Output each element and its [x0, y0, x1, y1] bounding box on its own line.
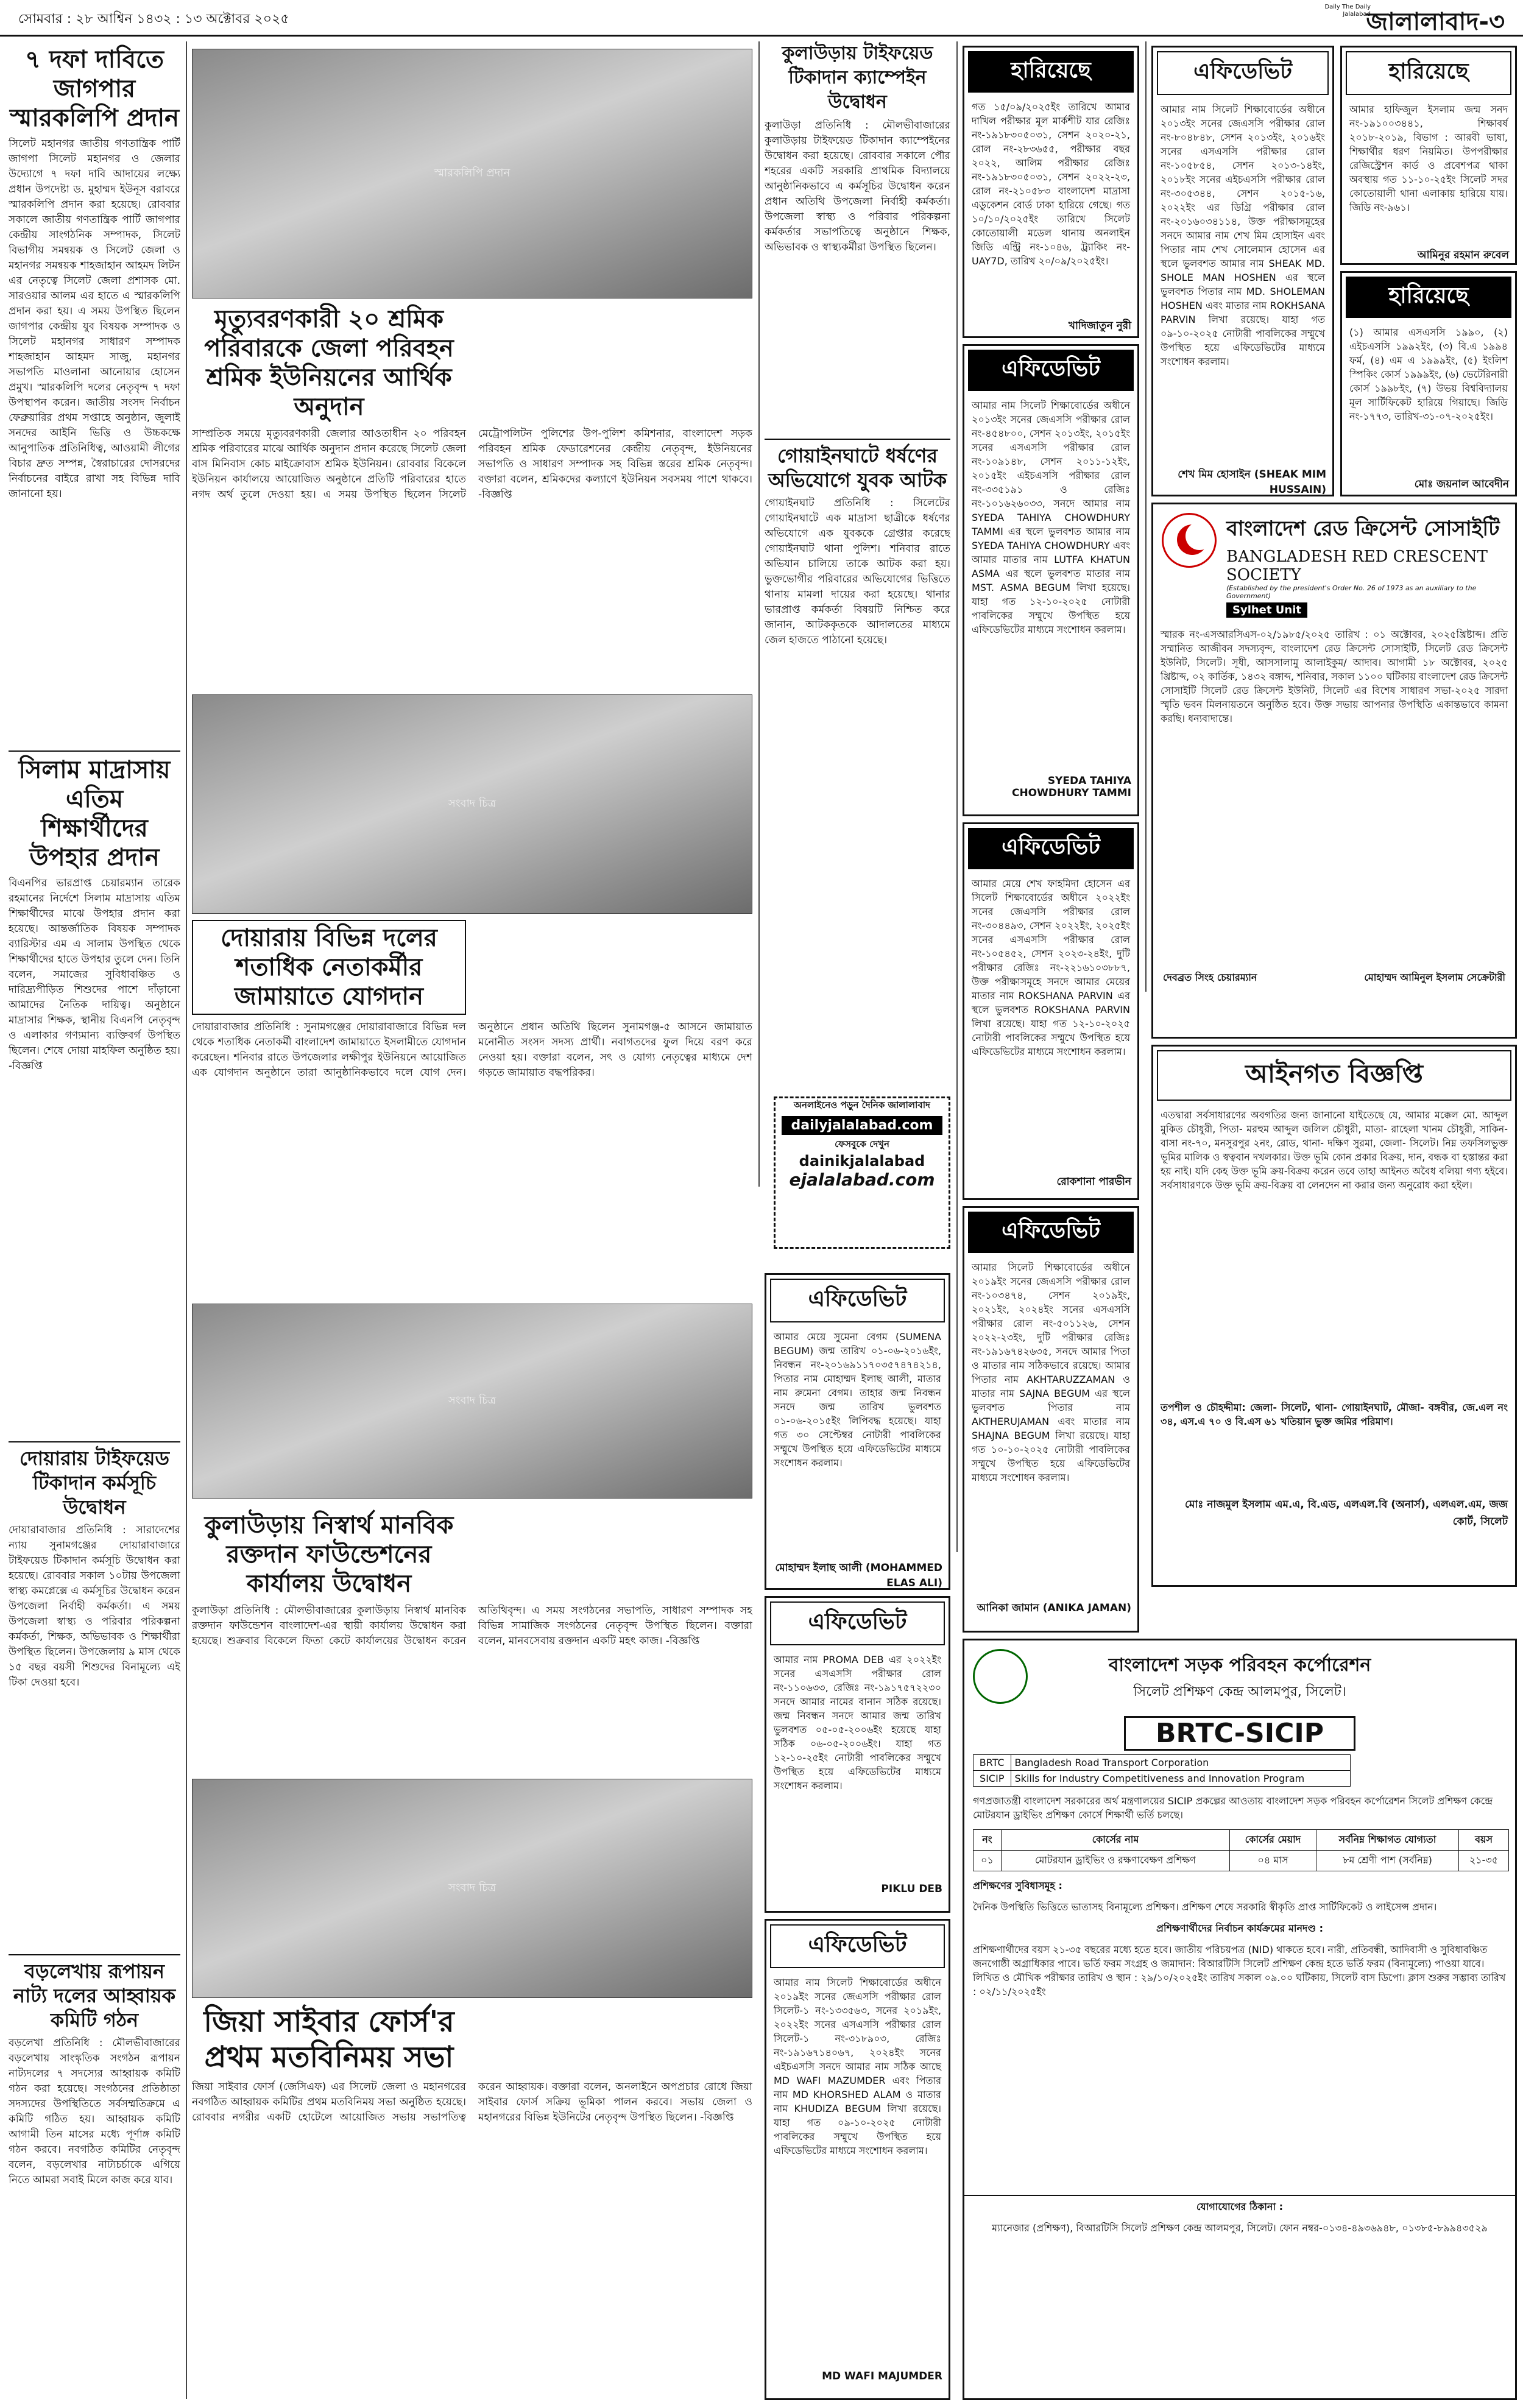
story-barlekha-headline: বড়লেখায় রূপায়ন নাট্য দলের আহ্বায়ক কমিটি গঠন [9, 1954, 180, 2032]
table-cell: ০১ [974, 1851, 1002, 1871]
photo-caption: স্মারকলিপি প্রদান [434, 166, 511, 180]
affidavit-title: এফিডেভিট [968, 828, 1134, 869]
brtc-benefits: দৈনিক উপস্থিতি ভিত্তিতে ভাতাসহ বিনামূল্যে প্রশিক্ষণ। প্রশিক্ষণ শেষে সরকারি স্বীকৃতি প্রাপ্ত সার্টিফিকেট ও লাইসেন্স প্রদান। [973, 1901, 1437, 1913]
story-jamaat-join [192, 920, 752, 1288]
promo-url[interactable]: dailyjalalabad.com [782, 1116, 942, 1135]
affidavit-box [963, 822, 1139, 1200]
lost-signature: আমিনুর রহমান রুবেল [1417, 249, 1509, 261]
red-crescent-logo [1162, 513, 1217, 568]
story-transport-headline: মৃত্যুবরণকারী ২০ শ্রমিক পরিবারকে জেলা পরিবহন শ্রমিক ইউনিয়নের আর্থিক অনুদান [204, 305, 454, 421]
affidavit-box [963, 1206, 1139, 1633]
page-header [0, 0, 1523, 37]
column-rule [1145, 41, 1147, 992]
legal-notice-title: আইনগত বিজ্ঞপ্তি [1157, 1050, 1511, 1101]
affidavit-text: আমার নাম সিলেট শিক্ষাবোর্ডের অধীনে ২০১৩ইং সনের জেএসসি পরীক্ষার রোল নং-৮০৪৮৪৮, সেশন ২০১৩ইং, ২০১৬ইং সনের এসএসসি পরীক্ষার রোল নং-১০৫৮৫৪, সেশন ২০১৩-১৪ইং, ২০১৮ইং সনের এইচএসসি পরীক্ষার রোল নং-৩০৫৩৪৪, সেশন ২০১৫-১৬, ২০২২ইং এর ডিগ্রি পরীক্ষার রোল নং-২০১৬০৩৪১১৪, উক্ত পরীক্ষাসমূহের সনদে আমার নাম শেখ মিম হোসাইন এবং পিতার নাম শেখ সোলেমান হোসেন এর স্থলে ভুলবশত আমার নাম SHEAK MD. SHOLE MAN HOSHEN এর স্থলে ভুলবশত পিতার নাম MD. SHOLEMAN HOSHEN এবং মাতার নাম ROKHSANA PARVIN লিখা রয়েছে। যাহা গত ০৯-১০-২০২৫ নোটারী পাবলিকের সম্মুখে উপস্থিত হয়ে এফিডেভিটের মাধ্যমে সংশোধন করলাম। [1161, 104, 1325, 367]
story-silam-body: বিএনপির ভারপ্রাপ্ত চেয়ারম্যান তারেক রহমানের নির্দেশে সিলাম মাদ্রাসায় এতিম শিক্ষার্থীদের মাঝে উপহার প্রদান করা হয়েছে। আন্তর্জাতিক বিষয়ক সম্পাদক ব্যারিস্টার এম এ সালাম উপস্থিত থেকে শিক্ষার্থীদের হাতে উপহার তুলে দেন। তিনি বলেন, সমাজের সুবিধাবঞ্চিত ও দারিদ্র্যপীড়িত শিশুদের পাশে দাঁড়ানো আমাদের নৈতিক দায়িত্ব। অনুষ্ঠানে মাদ্রাসার শিক্ষক, স্থানীয় বিএনপি নেতৃবৃন্দ ও এলাকার গণ্যমান্য ব্যক্তিবর্গ উপস্থিত ছিলেন। শেষে দোয়া মাহফিল অনুষ্ঠিত হয়। -বিজ্ঞপ্তি [9, 877, 180, 1072]
news-photo [192, 1779, 752, 1998]
story-zia-cyber [192, 2004, 752, 2396]
brtc-code: SICIP [974, 1771, 1011, 1787]
news-photo [192, 49, 752, 298]
story-blood-body: কুলাউড়া প্রতিনিধি : মৌলভীবাজারের কুলাউড়ায় নিস্বার্থ মানবিক রক্তদান ফাউন্ডেশন বাংলাদেশ-এর স্থায়ী কার্যালয় উদ্বোধন করা হয়েছে। শুক্রবার বিকেলে ফিতা কেটে কার্যালয়ের উদ্বোধন করেন অতিথিবৃন্দ। এ সময় সংগঠনের সভাপতি, সাধারণ সম্পাদক সহ বিভিন্ন সামাজিক সংগঠনের নেতৃবৃন্দ উপস্থিত ছিলেন। বক্তারা বলেন, মানবসেবায় রক্তদান একটি মহৎ কাজ। -বিজ্ঞপ্তি [192, 1605, 752, 1647]
story-zia-headline: জিয়া সাইবার ফোর্স'র প্রথম মতবিনিময় সভা [203, 2005, 454, 2074]
column-3 [765, 41, 950, 1105]
lost-text: গত ১৫/০৯/২০২৫ইং তারিখে আমার দাখিল পরীক্ষার মূল মার্কশীট যার রেজিঃ নং-১৯১৮৩০৫০৩১, সেশন ২০২০-২১, রোল নং-২৮৩৬৫৫, পরীক্ষার বছর ২০২২, আলিম পরীক্ষার রেজিঃ নং-১৯১৮৩০৫০৩১, সেশন ২০২২-২৩, রোল নং-২১০৫৮৩ বাংলাদেশ মাদ্রাসা এডুকেশন বোর্ড ঢাকা হারিয়ে গেছে। গত ১০/১০/২০২৫ইং তারিখে সিলেট কোতোয়ালী মডেল থানায় অনলাইন জিডি এন্ট্রি নং-১০৪৬, ট্র্যাকিং নং-UAY7D, তারিখ ২০/০৯/২০২৫ইং। [972, 101, 1130, 267]
promo-facebook[interactable]: dainikjalalabad [799, 1153, 925, 1170]
lost-signature: খাদিজাতুন নুরী [1068, 320, 1131, 332]
affidavit-signature: শেখ মিম হোসাইন (SHEAK MIM HUSSAIN) [1178, 468, 1326, 496]
table-header: কোর্সের মেয়াদ [1230, 1830, 1316, 1851]
brtc-code: BRTC [974, 1755, 1011, 1771]
affidavit-text: আমার সিলেট শিক্ষাবোর্ডের অধীনে ২০১৯ইং সনের জেএসসি পরীক্ষার রোল নং-১০৩৪৭৪, সেশন ২০১৯ইং, ২০২১ইং, ২০২৪ইং সনের এসএসসি পরীক্ষার রোল নং-৫০১১২৬, সেশন ২০২২-২৩ইং, দুটি পরীক্ষার রেজিঃ নং-১৯১৬৭৪২৬৩৫, সনদে আমার পিতা ও মাতার নাম সঠিকভাবে রয়েছে। আমার পিতার নাম AKHTARUZZAMAN ও মাতার নাম SAJNA BEGUM এর স্থলে ভুলবশত পিতার নাম AKTHERUJAMAN এবং মাতার নাম SHAJNA BEGUM লিখা রয়েছে। যাহা গত ১০-১০-২০২৫ নোটারী পাবলিকের সম্মুখে উপস্থিত হয়ে এফিডেভিটের মাধ্যমে সংশোধন করলাম। [972, 1262, 1130, 1483]
brtc-intro: গণপ্রজাতন্ত্রী বাংলাদেশ সরকারের অর্থ মন্ত্রণালয়ের SICIP প্রকল্পের আওতায় বাংলাদেশ সড়ক পরিবহন কর্পোরেশন সিলেট প্রশিক্ষণ কেন্দ্রে মোটরযান ড্রাইভিং প্রশিক্ষণ কোর্সে শিক্ষার্থী ভর্তি চলছে। [973, 1795, 1493, 1821]
brtc-subheading: সিলেট প্রশিক্ষণ কেন্দ্র আলমপুর, সিলেট। [1133, 1684, 1346, 1700]
affidavit-box [765, 1596, 950, 1913]
lost-title: হারিয়েছে [1346, 51, 1511, 95]
brtc-contact-heading: যোগাযোগের ঠিকানা : [964, 2195, 1515, 2217]
rc-name-en: BANGLADESH RED CRESCENT SOCIETY [1226, 548, 1488, 584]
affidavit-signature: মোহাম্মদ ইলাছ আলী (MOHAMMED ELAS ALI) [775, 1562, 942, 1589]
masthead-tagline: Daily The Daily Jalalabad [1324, 4, 1371, 18]
table-header: কোর্সের নাম [1001, 1830, 1229, 1851]
lost-title: হারিয়েছে [1346, 277, 1511, 318]
affidavit-title: এফিডেভিট [968, 350, 1134, 391]
brtc-heading: বাংলাদেশ সড়ক পরিবহন কর্পোরেশন [1108, 1654, 1371, 1676]
brtc-criteria: প্রশিক্ষণার্থীদের বয়স ২১-৩৫ বছরের মধ্যে হতে হবে। জাতীয় পরিচয়পত্র (NID) থাকতে হবে। নারী, প্রতিবন্ধী, আদিবাসী ও সুবিধাবঞ্চিত জনগোষ্ঠী অগ্রাধিকার পাবে। ভর্তি ফরম সংগ্রহ ও জমাদান: বিআরটিসি সিলেট প্রশিক্ষণ কেন্দ্র হতে ভর্তি ফরম (বিনামূল্যে) পাওয়া যাবে। লিখিত ও মৌখিক পরীক্ষার তারিখ ও স্থান : ২৯/১০/২০২৫ইং তারিখ সকাল ০৯.০০ ঘটিকায়, সিলেট বাস ডিপো। ক্লাস শুরুর সম্ভাব্য তারিখ : ০২/১১/২০২৫ইং [973, 1944, 1506, 1997]
affidavit-signature: SYEDA TAHIYA CHOWDHURY TAMMI [1011, 775, 1131, 799]
affidavit-text: আমার মেয়ে শেখ ফাহমিদা হোসেন এর সিলেট শিক্ষাবোর্ডের অধীনে ২০২২ইং সনের জেএসসি পরীক্ষার রোল নং-৩০৪৪৯৩, সেশন ২০২২ইং, ২০২৫ইং সনের এসএসসি পরীক্ষার রোল নং-১০৫৪৫২, সেশন ২০২৩-২৪ইং, দুটি পরীক্ষার রেজিঃ নং-২২১৬১০৩৮৮৭, উক্ত পরীক্ষাসমূহে সনদে আমার মেয়ের মাতার নাম ROKSHANA PARVIN এর স্থলে ভুলবশত ROKSHANA PARVIN লিখা রয়েছে। যাহা গত ১২-১০-২০২৫ নোটারী পাবলিকের সম্মুখে উপস্থিত হয়ে এফিডেভিটের মাধ্যমে সংশোধন করলাম। [972, 878, 1130, 1057]
legal-notice-schedule: তপশীল ও চৌহদ্দীমা: জেলা- সিলেট, থানা- গোয়াইনঘাট, মৌজা- বঙ্গবীর, জে.এল নং ৩৪, এস.এ ৭০ ও বি.এস ৬১ খতিয়ান ভুক্ত জমির পরিমাণ। [1161, 1402, 1508, 1427]
affidavit-text: আমার নাম সিলেট শিক্ষাবোর্ডের অধীনে ২০১৯ইং সনের জেএসসি পরীক্ষার রোল সিলেট-১ নং-১৩৩৫৬৩, সনের ২০১৯ইং, ২০২২ইং সনের এসএসসি পরীক্ষার রোল সিলেট-১ নং-৩১৮৯০৩, রেজিঃ নং-১৯১৬৭১৪০৬৭, ২০২৪ইং সনের এইচএসসি সনদে আমার নাম সঠিক আছে MD WAFI MAZUMDER এবং পিতার নাম MD KHORSHED ALAM ও মাতার নাম KHUDIZA BEGUM লিখা রয়েছে। যাহা গত ০৯-১০-২০২৫ নোটারী পাবলিকের সম্মুখে উপস্থিত হয়ে এফিডেভিটের মাধ্যমে সংশোধন করলাম। [774, 1977, 941, 2156]
rc-signature-secretary: মোহাম্মদ আমিনুল ইসলাম সেক্রেটারী [1364, 972, 1505, 983]
rc-unit: Sylhet Unit [1226, 602, 1307, 618]
affidavit-signature: আনিকা জামান (ANIKA JAMAN) [977, 1602, 1131, 1614]
masthead: জালালাবাদ-৩ [1366, 8, 1505, 36]
rc-text: স্মারক নং-এসআরসিএস-০২/১৯৮৫/২০২৫ তারিখ : ০১ অক্টোবর, ২০২৫খ্রিষ্টাব্দ। প্রতি সম্মানিত আজীবন সদস্যবৃন্দ, বাংলাদেশ রেড ক্রিসেন্ট সোসাইটি, সিলেট রেড ক্রিসেন্ট ইউনিট, সিলেট। সূধী, আসসালামু আলাইকুম/ আদাব। আগামী ১৮ অক্টোবর, ২০২৫ খ্রিষ্টাব্দ, ০২ কার্তিক, ১৪৩২ বঙ্গাব্দ, শনিবার, সকাল ১১০০ ঘটিকায় বাংলাদেশ রেড ক্রিসেন্ট সোসাইটি সিলেট রেড ক্রিসেন্ট ইউনিট, সিলেট এর বিশেষ সাধারণ সভা-২০২৫ সারদা স্মৃতি ভবন মিলনায়তনে অনুষ্ঠিত হবে। উক্ত সভায় আপনার উপস্থিতি একান্তভাবে কামনা করছি। ধন্যবাদান্তে। [1161, 629, 1508, 724]
brtc-name: Bangladesh Road Transport Corporation [1011, 1755, 1350, 1771]
news-photo [192, 1304, 752, 1499]
affidavit-box [765, 1273, 950, 1590]
table-cell: ০৪ মাস [1230, 1851, 1316, 1871]
legal-notice [1151, 1045, 1517, 1587]
brtc-title: BRTC-SICIP [1124, 1716, 1355, 1751]
lost-signature: মোঃ জয়নাল আবেদীন [1414, 478, 1509, 490]
brtc-acronym-table [973, 1754, 1351, 1787]
issue-date: সোমবার : ২৮ আশ্বিন ১৪৩২ : ১৩ অক্টোবর ২০২৫ [18, 12, 289, 27]
table-header: সর্বনিম্ন শিক্ষাগত যোগ্যতা [1316, 1830, 1458, 1851]
lost-notice-box [963, 46, 1139, 338]
affidavit-signature: রোকশানা পারভীন [1056, 1176, 1131, 1188]
photo-caption: সংবাদ চিত্র [448, 1881, 496, 1894]
table-header: নং [974, 1830, 1002, 1851]
rc-name-bn: বাংলাদেশ রেড ক্রিসেন্ট সোসাইটি [1226, 517, 1500, 541]
red-crescent-notice [1151, 503, 1517, 1039]
story-barlekha-body: বড়লেখা প্রতিনিধি : মৌলভীবাজারের বড়লেখায় সাংস্কৃতিক সংগঠন রূপায়ন নাট্যদলের ৭ সদস্যের আহ্বায়ক কমিটি গঠন করা হয়েছে। সংগঠনের প্রতিষ্ঠাতা সদস্যদের উপস্থিতিতে সর্বসম্মতিক্রমে এ কমিটি গঠিত হয়। আহ্বায়ক কমিটি আগামী তিন মাসের মধ্যে পূর্ণাঙ্গ কমিটি গঠন করবে। নবগঠিত কমিটির নেতৃবৃন্দ বলেন, বড়লেখার নাট্যচর্চাকে এগিয়ে নিতে আমরা সবাই মিলে কাজ করে যাব। [9, 2037, 180, 2186]
lost-notice-box [1340, 46, 1517, 265]
table-cell: ২১-৩৫ [1459, 1851, 1509, 1871]
brtc-contact: ম্যানেজার (প্রশিক্ষণ), বিআরটিসি সিলেট প্রশিক্ষণ কেন্দ্র আলমপুর, সিলেট। ফোন নম্বর-০১৩৪-৪৯৩৬৯৪৮, ০১৩৮৫-৮৯৯৪৩৫২৯ [992, 2222, 1488, 2234]
govt-logo [973, 1649, 1028, 1704]
photo-caption: সংবাদ চিত্র [448, 1394, 496, 1407]
story-kulaura-typhoid-headline: কুলাউড়ায় টাইফয়েড টিকাদান ক্যাম্পেইন উদ্বোধন [782, 43, 933, 113]
affidavit-signature: MD WAFI MAJUMDER [822, 2370, 942, 2382]
story-blood-headline: কুলাউড়ায় নিস্বার্থ মানবিক রক্তদান ফাউন্ডেশনের কার্যালয় উদ্বোধন [204, 1511, 454, 1598]
affidavit-title: এফিডেভিট [968, 1212, 1134, 1253]
column-rule [186, 41, 187, 2399]
brtc-course-table [973, 1829, 1509, 1871]
legal-notice-text: এতদ্বারা সর্বসাধারণের অবগতির জন্য জানানো যাইতেছে যে, আমার মক্কেল মো. আব্দুল মুকিত চৌধুরী, পিতা- মরহুম আব্দুল জলিল চৌধুরী, মাতা- রাহেলা খানম চৌধুরী, সাকিন- বাসা নং-৭০, মনসুরপুর ২নং, রোড, থানা- দক্ষিণ সুরমা, জেলা- সিলেট। নিম্ন তফসিলভুক্ত ভূমির মালিক ও স্বত্ববান দখলকার। উক্ত ভূমি কোন প্রকার বিক্রয়, দান, বন্ধক বা হস্তান্তর করা হয় নাই। যদি কেহ উক্ত ভূমি ক্রয়-বিক্রয় করেন তবে তাহা আইনত অবৈধ বলিয়া গণ্য হইবে। সর্বসাধারণকে উক্ত ভূমি ক্রয়-বিক্রয় বা লেনদেন না করার জন্য অনুরোধ করা হইল। [1161, 1109, 1508, 1191]
brtc-criteria-heading: প্রশিক্ষণার্থীদের নির্বাচন কার্যক্রমের মানদণ্ড : [1156, 1923, 1323, 1934]
brtc-benefits-heading: প্রশিক্ষণের সুবিধাসমূহ : [973, 1880, 1062, 1891]
lost-text: (১) আমার এসএসসি ১৯৯০, (২) এইচএসসি ১৯৯২ইং, (৩) বি.এ ১৯৯৪ ফর্ম, (৪) এম এ ১৯৯৯ইং, (৫) ইংলিশ স্পিকিং কোর্স ১৯৯৯ইং, (৬) ভেটেরিনারী কোর্স ১৯৯৮ইং, (৭) উভয় বিশ্ববিদ্যালয় মূল সার্টিফিকেট হারিয়ে গিয়াছে। জিডি নং-১৭৭৩, তারিখ-৩১-০৭-২০২৫ইং। [1349, 327, 1508, 422]
affidavit-title: এফিডেভিট [770, 1279, 945, 1322]
affidavit-title: এফিডেভিট [770, 1924, 945, 1968]
lost-title: হারিয়েছে [968, 51, 1134, 93]
affidavit-text: আমার নাম PROMA DEB এর ২০২২ইং সনের এসএসসি পরীক্ষার রোল নং-১১০৬৩৩, রেজিঃ নং-১৯১৭৫৭২২৩০ সনদে আমার নামের বানান সঠিক রয়েছে। জন্ম নিবন্ধন সনদে আমার জন্ম তারিখ ভুলবশত ০৫-০৫-২০০৬ইং হয়েছে যাহা সঠিক ০৬-০৫-২০০৬ইং। যাহা গত ১২-১০-২৫ইং নোটারী পাবলিকের সম্মুখে উপস্থিত হয়ে এফিডেভিটের মাধ্যমে সংশোধন করলাম। [774, 1654, 941, 1792]
story-jamaat-body: দোয়ারাবাজার প্রতিনিধি : সুনামগঞ্জের দোয়ারাবাজারে বিভিন্ন দল থেকে শতাধিক নেতাকর্মী বাংলাদেশ জামায়াতে ইসলামীতে যোগদান করেছেন। শনিবার রাতে উপজেলার লক্ষীপুর ইউনিয়নে আয়োজিত এক যোগদান অনুষ্ঠানে তারা আনুষ্ঠানিকভাবে দলে যোগ দেন। অনুষ্ঠানে প্রধান অতিথি ছিলেন সুনামগঞ্জ-৫ আসনে জামায়াত মনোনীত সংসদ সদস্য প্রার্থী। নবাগতদের ফুল দিয়ে বরণ করে নেওয়া হয়। বক্তারা বলেন, সৎ ও যোগ্য নেতৃত্বের মাধ্যমে দেশ গড়তে জামায়াত বদ্ধপরিকর। [192, 1021, 752, 1079]
affidavit-text: আমার মেয়ে সুমেনা বেগম (SUMENA BEGUM) জন্ম তারিখ ০১-০৬-২০১৬ইং, নিবন্ধন নং-২০১৬৯১১৭০৩৫৭৪৭৪২১৪, পিতার নাম মোহাম্মদ ইলাছ আলী, মাতার নাম রুমেনা বেগম। তাহার জন্ম নিবন্ধন সনদে জন্ম তারিখ ভুলবশত ০১-০৬-২০১৫ইং লিপিবদ্ধ হয়েছে। যাহা গত ৩০ সেপ্টেম্বর নোটারী পাবলিকের সম্মুখে উপস্থিত হয়ে এফিডেভিটের মাধ্যমে সংশোধন করলাম। [774, 1331, 941, 1469]
lost-notice-box [1340, 271, 1517, 496]
column-1 [9, 41, 180, 2408]
affidavit-box [765, 1919, 950, 2400]
table-cell: ৮ম শ্রেণী পাশ (সর্বনিম্ন) [1316, 1851, 1458, 1871]
rc-signature-chairman: দেবব্রত সিংহ চেয়ারম্যান [1163, 972, 1257, 983]
story-jagpa-headline: ৭ দফা দাবিতে জাগপার স্মারকলিপি প্রদান [10, 46, 179, 132]
affidavit-text: আমার নাম সিলেট শিক্ষাবোর্ডের অধীনে ২০১৩ইং সনের জেএসসি পরীক্ষার রোল নং-৪৫৪৮০০, সেশন ২০১৩ইং, ২০১৫ইং সনের এসএসসি পরীক্ষার রোল নং-১০৯১৪৮, সেশন ২০১১-১২ইং, ২০১৫ইং এইচএসসি পরীক্ষার রোল নং-৩৩৫১৯১ ও রেজিঃ নং-১০১৬২৬০৩৩, সনদে আমার নাম SYEDA TAHIYA CHOWDHURY TAMMI এর স্থলে ভুলবশত আমার নাম SYEDA TAHIYA CHOWDHURY এবং আমার মাতার নাম LUTFA KHATUN ASMA এর স্থলে ভুলবশত মাতার নাম MST. ASMA BEGUM লিখা হয়েছে। যাহা গত ১২-১০-২০২৫ নোটারী পাবলিকের সম্মুখে উপস্থিত হয়ে এফিডেভিটের মাধ্যমে সংশোধন করলাম। [972, 400, 1130, 635]
brtc-name: Skills for Industry Competitiveness and Innovation Program [1011, 1771, 1350, 1787]
story-silam-headline: সিলাম মাদ্রাসায় এতিম শিক্ষার্থীদের উপহার প্রদান [9, 750, 180, 872]
legal-notice-signature: মোঃ নাজমুল ইসলাম এম.এ, বি.এড, এলএল.বি (অনার্স), এলএল.এম, জজ কোর্ট, সিলেট [1184, 1499, 1508, 1528]
promo-site[interactable]: ejalalabad.com [789, 1170, 935, 1190]
news-photo [192, 694, 752, 914]
story-rape-body: গোয়াইনঘাট প্রতিনিধি : সিলেটের গোয়াইনঘাটে এক মাদ্রাসা ছাত্রীকে ধর্ষণের অভিযোগে এক যুবককে গ্রেপ্তার করেছে গোয়াইনঘাট থানা পুলিশ। শনিবার রাতে অভিযান চালিয়ে তাকে আটক করা হয়। ভুক্তভোগীর পরিবারের অভিযোগের ভিত্তিতে থানায় মামলা দায়ের করা হয়েছে। থানার ভারপ্রাপ্ত কর্মকর্তা বিষয়টি নিশ্চিত করে জানান, আটককৃতকে আদালতের মাধ্যমে জেল হাজতে পাঠানো হয়েছে। [765, 497, 950, 646]
story-typhoid-dowara-body: দোয়ারাবাজার প্রতিনিধি : সারাদেশের ন্যায় সুনামগঞ্জের দোয়ারাবাজারে টাইফয়েড টিকাদান কর্মসূচি উদ্বোধন করা হয়েছে। রোববার সকাল ১০টায় উপজেলা স্বাস্থ্য কমপ্লেক্সে এ কর্মসূচির উদ্বোধন করেন উপজেলা নির্বাহী কর্মকর্তা। এ সময় উপজেলা স্বাস্থ্য ও পরিবার পরিকল্পনা কর্মকর্তা, শিক্ষক, অভিভাবক ও শিক্ষার্থীরা উপস্থিত ছিলেন। উপজেলায় ৯ মাস থেকে ১৫ বছর বয়সী শিশুদের বিনামূল্যে এই টিকা দেওয়া হবে। [9, 1524, 180, 1689]
story-blood-foundation [192, 1511, 752, 1823]
brtc-sicip-ad [963, 1639, 1517, 2400]
affidavit-signature: PIKLU DEB [881, 1883, 942, 1895]
photo-caption: সংবাদ চিত্র [448, 797, 496, 810]
story-jamaat-headline: দোয়ারায় বিভিন্ন দলের শতাধিক নেতাকর্মীর জামায়াতে যোগদান [192, 920, 466, 1015]
column-rule [956, 41, 958, 1552]
story-kulaura-typhoid-body: কুলাউড়া প্রতিনিধি : মৌলভীবাজারের কুলাউড়ায় টাইফয়েড টিকাদান ক্যাম্পেইনের উদ্বোধন করা হয়েছে। রোববার সকালে পৌর শহরের একটি সরকারি প্রাথমিক বিদ্যালয়ে আনুষ্ঠানিকভাবে এ কর্মসূচির উদ্বোধন করেন প্রধান অতিথি উপজেলা নির্বাহী কর্মকর্তা। উপজেলা স্বাস্থ্য ও পরিবার পরিকল্পনা কর্মকর্তার সভাপতিত্বে অনুষ্ঠানে শিক্ষক, অভিভাবক ও স্বাস্থ্যকর্মীরা উপস্থিত ছিলেন। [765, 119, 950, 253]
lost-text: আমার হাফিজুল ইসলাম জন্ম সনদ নং-১৯১০০৩৪৪১, শিক্ষাবর্ষ ২০১৮-২০১৯, বিভাগ : আরবী ভাষা, শিক্ষার্থীর ধরণ নিয়মিত। উপপরীক্ষার রেজিস্ট্রেশন কার্ড ও প্রবেশপত্র থাকা অবস্থায় গত ১১-১০-২৫ইং সিলেট সদর কোতোয়ালী থানা এলাকায় হারিয়ে যায়। জিডি নং-৯৬১। [1349, 104, 1508, 213]
rc-subtitle: (Established by the president's Order No. 26 of 1973 as an auxiliary to the Government) [1226, 584, 1477, 600]
online-promo [774, 1096, 950, 1249]
story-transport-body: সাম্প্রতিক সময়ে মৃত্যুবরণকারী জেলার আওতাধীন ২০ পরিবহন শ্রমিক পরিবারের মাঝে আর্থিক অনুদান প্রদান করেছে সিলেট জেলা বাস মিনিবাস কোচ মাইক্রোবাস শ্রমিক ইউনিয়ন। রোববার বিকেলে ইউনিয়ন কার্যালয়ে আয়োজিত অনুষ্ঠানে প্রতিটি পরিবারের হাতে নগদ অর্থ তুলে দেওয়া হয়। এ সময় উপস্থিত ছিলেন সিলেট মেট্রোপলিটন পুলিশের উপ-পুলিশ কমিশনার, বাংলাদেশ সড়ক পরিবহন শ্রমিক ফেডারেশনের কেন্দ্রীয় নেতৃবৃন্দ, ইউনিয়নের সভাপতি ও সাধারণ সম্পাদক সহ বিভিন্ন স্তরের শ্রমিক নেতৃবৃন্দ। বক্তারা বলেন, শ্রমিকদের কল্যাণে ইউনিয়ন সবসময় পাশে থাকবে। -বিজ্ঞপ্তি [192, 428, 752, 501]
story-zia-body: জিয়া সাইবার ফোর্স (জেসিএফ) এর সিলেট জেলা ও মহানগরের নবগঠিত আহ্বায়ক কমিটির প্রথম মতবিনিময় সভা অনুষ্ঠিত হয়েছে। রোববার নগরীর একটি হোটেলে আয়োজিত সভায় সভাপতিত্ব করেন আহ্বায়ক। বক্তারা বলেন, অনলাইনে অপপ্রচার রোধে জিয়া সাইবার ফোর্স সক্রিয় ভূমিকা পালন করবে। সভায় জেলা ও মহানগরের বিভিন্ন ইউনিটের নেতৃবৃন্দ উপস্থিত ছিলেন। -বিজ্ঞপ্তি [192, 2081, 752, 2124]
affidavit-title: এফিডেভিট [770, 1601, 945, 1645]
story-typhoid-dowara-headline: দোয়ারায় টাইফয়েড টিকাদান কর্মসূচি উদ্বোধন [9, 1441, 180, 1519]
story-transport-union [192, 305, 752, 731]
affidavit-title: এফিডেভিট [1157, 51, 1329, 95]
table-header: বয়স [1459, 1830, 1509, 1851]
affidavit-box [963, 344, 1139, 816]
promo-fb-label: ফেসবুকে দেখুন [835, 1139, 889, 1149]
affidavit-box [1151, 46, 1334, 496]
story-jagpa-body: সিলেট মহানগর জাতীয় গণতান্ত্রিক পার্টি জাগপা সিলেট মহানগর ও জেলার উদ্যোগে ৭ দফা দাবি আদায়ের লক্ষ্যে প্রধান উপদেষ্টা ড. মুহাম্মদ ইউনূস বরাবরে স্মারকলিপি প্রদান করা হয়েছে। রোববার সকালে জাতীয় গণতান্ত্রিক পার্টি জাগপার কেন্দ্রীয় সাংগঠনিক সম্পাদক, সিলেট বিভাগীয় সমন্বয়ক ও সিলেট জেলা ও মহানগর সমন্বয়ক শাহজাহান আহমদ লিটন এর নেতৃত্বে সিলেট জেলা প্রশাসক মো. সারওয়ার আলম এর হাতে এ স্মারকলিপি প্রদান করা হয়। এ সময় উপস্থিত ছিলেন জাগপার কেন্দ্রীয় যুব বিষয়ক সম্পাদক ও সিলেট মহানগর সাধারণ সম্পাদক শাহজাহান আহমদ সাজু, মহানগর সভাপতি মাওলানা আনোয়ার হোসেন প্রমুখ। স্মারকলিপি দলের নেতৃবৃন্দ ৭ দফা উপস্থাপন করেন। জাতীয় সংসদ নির্বাচন ফেব্রুয়ারির প্রথম সপ্তাহে অনুষ্ঠান, জুলাই সনদের আইনি ভিত্তি ও উচ্চকক্ষে আনুপাতিক প্রতিনিধিত্ব, আওয়ামী লীগের বিচার দ্রুত সম্পন্ন, স্বৈরাচারের দোসরদের নির্বাচনের বাইরে রাখা সহ বিভিন্ন দাবি জানানো হয়। [9, 138, 180, 500]
promo-text: অনলাইনেও পড়ুন দৈনিক জালালাবাদ [794, 1100, 930, 1110]
story-rape-headline: গোয়াইনঘাটে ধর্ষণের অভিযোগে যুবক আটক [765, 439, 950, 492]
table-cell: মোটরযান ড্রাইভিং ও রক্ষণাবেক্ষণ প্রশিক্ষণ [1001, 1851, 1229, 1871]
column-rule [758, 41, 760, 1187]
